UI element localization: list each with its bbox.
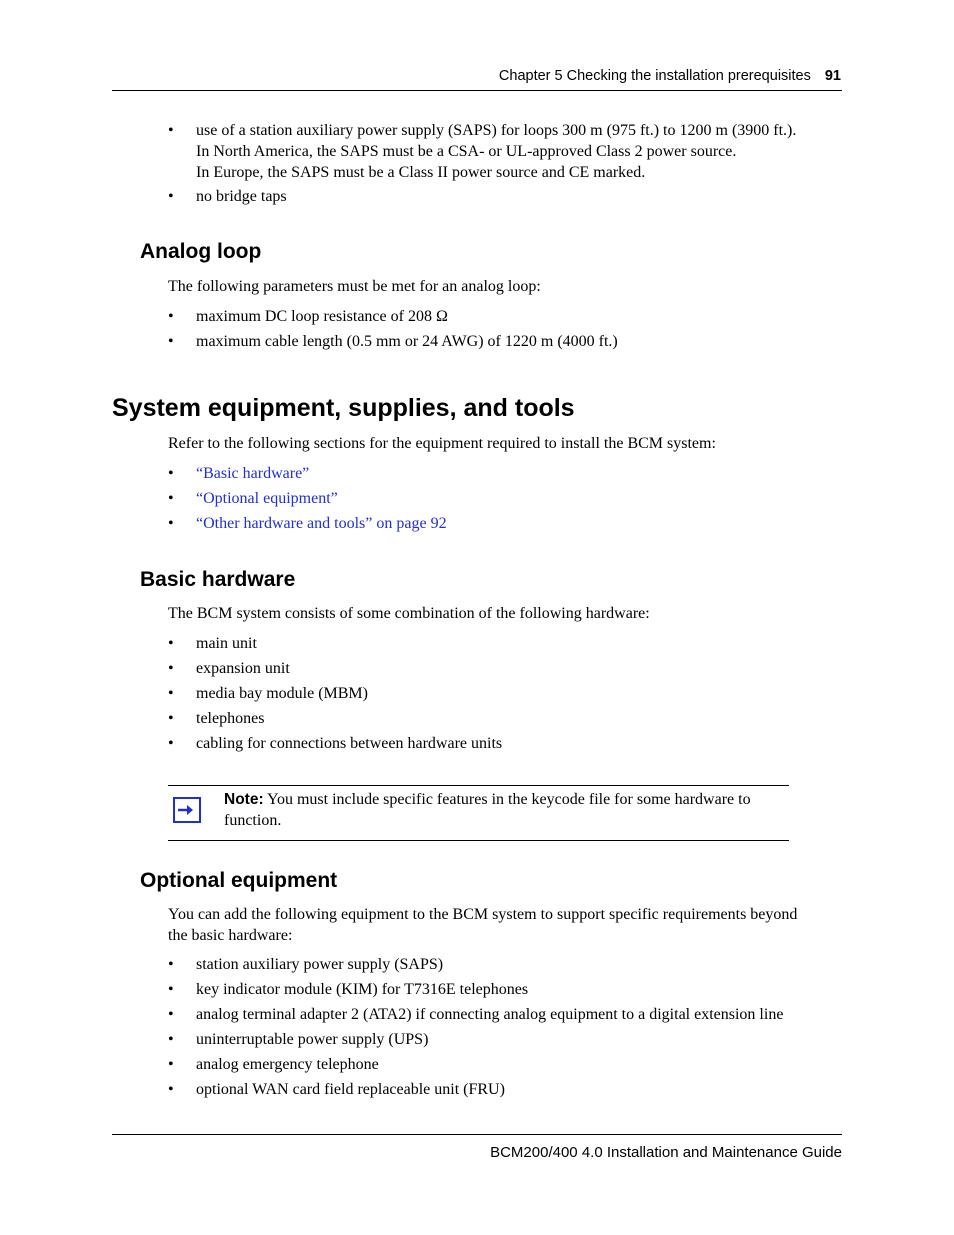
section-heading-system-equipment: System equipment, supplies, and tools <box>112 394 575 422</box>
bullet: • <box>168 333 174 350</box>
bullet: • <box>168 465 174 482</box>
link-optional-equipment[interactable]: “Optional equipment” <box>196 490 338 507</box>
bullet: • <box>168 981 174 998</box>
bullet: • <box>168 308 174 325</box>
arrow-right-icon <box>173 797 201 823</box>
chapter-title: Chapter 5 Checking the installation prerequisites <box>498 68 811 84</box>
bullet: • <box>168 188 174 205</box>
bullet: • <box>168 1056 174 1073</box>
bullet: • <box>168 956 174 973</box>
note-bottom-rule <box>168 840 789 841</box>
paragraph: The BCM system consists of some combination of the following hardware: <box>168 605 650 622</box>
bullet: • <box>168 122 174 139</box>
link-other-hardware[interactable]: “Other hardware and tools” on page 92 <box>196 515 447 532</box>
note-body: You must include specific features in the keycode file for some hardware to function. <box>224 791 751 829</box>
section-heading-basic-hardware: Basic hardware <box>140 568 296 591</box>
bullet: • <box>168 735 174 752</box>
section-heading-optional-equipment: Optional equipment <box>140 869 338 892</box>
bullet: • <box>168 1006 174 1023</box>
bullet: • <box>168 660 174 677</box>
bullet: • <box>168 1081 174 1098</box>
paragraph: Refer to the following sections for the equipment required to install the BCM system: <box>168 435 716 452</box>
page-number: 91 <box>824 68 841 84</box>
paragraph: The following parameters must be met for an analog loop: <box>168 278 541 295</box>
running-header <box>499 68 841 84</box>
bullet: • <box>168 490 174 507</box>
bullet: • <box>168 1031 174 1048</box>
footer-title: BCM200/400 4.0 Installation and Maintenance Guide <box>490 1144 842 1161</box>
note-top-rule <box>168 785 789 786</box>
footer-rule <box>112 1134 842 1135</box>
note-text <box>224 789 794 831</box>
bullet: • <box>168 635 174 652</box>
section-heading-analog-loop: Analog loop <box>140 240 262 263</box>
bullet: • <box>168 515 174 532</box>
paragraph: You can add the following equipment to the BCM system to support specific requirements beyond <box>168 906 798 923</box>
note-label: Note: <box>224 791 264 808</box>
paragraph-continued: the basic hardware: <box>168 927 293 944</box>
link-basic-hardware[interactable]: “Basic hardware” <box>196 465 310 482</box>
bullet: • <box>168 710 174 727</box>
bullet: • <box>168 685 174 702</box>
header-rule <box>112 90 842 91</box>
